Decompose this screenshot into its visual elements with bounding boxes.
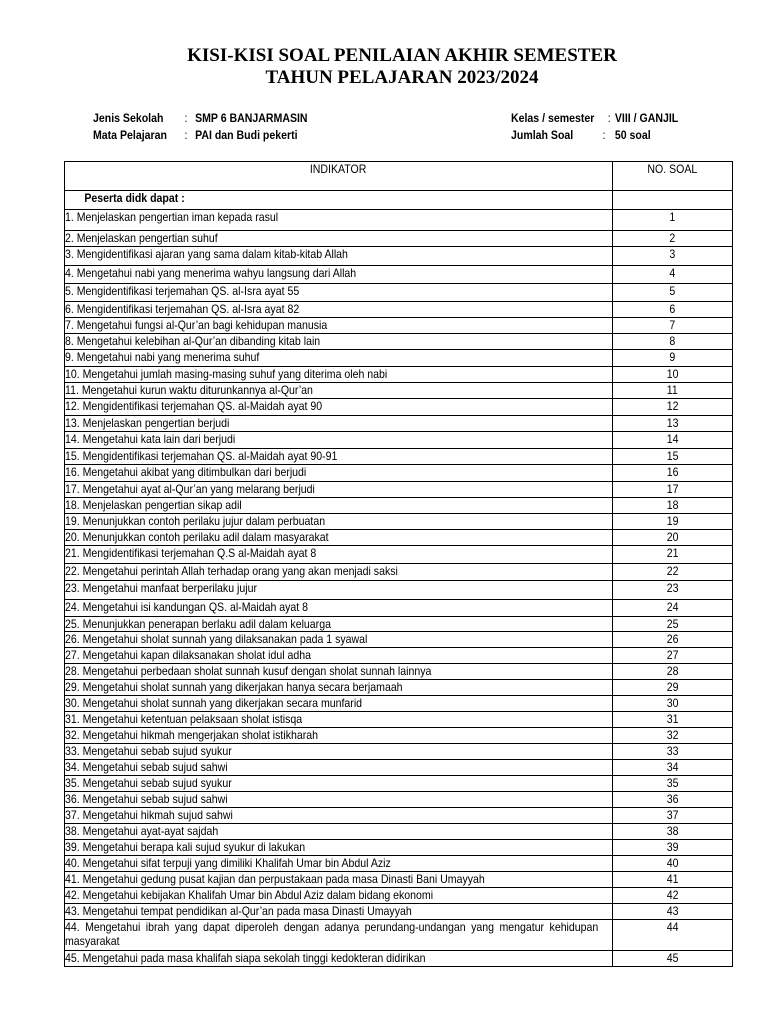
indikator-text: 14. Mengetahui kata lain dari berjudi [65, 432, 236, 446]
no-soal-value: 20 [666, 530, 679, 544]
mata-pelajaran-value: PAI dan Budi pekerti [195, 128, 298, 142]
indikator-cell [65, 648, 613, 664]
indikator-cell [65, 416, 613, 432]
no-soal-cell [613, 210, 733, 231]
table-row [65, 617, 733, 632]
no-soal-value: 36 [666, 792, 679, 806]
table-row [65, 210, 733, 231]
indikator-text: 20. Menunjukkan contoh perilaku adil dalam masyarakat [65, 530, 329, 544]
table-row [65, 482, 733, 498]
no-soal-value: 31 [666, 712, 679, 726]
no-soal-value: 8 [669, 334, 676, 348]
indikator-cell [65, 302, 613, 318]
indikator-text: 33. Mengetahui sebab sujud syukur [65, 744, 232, 758]
no-soal-cell [613, 617, 733, 632]
indikator-text: 44. Mengetahui ibrah yang dapat diperoleh dengan adanya perundang-undangan yang mengatur kehidupan masyarakat [65, 920, 599, 948]
indikator-text: 8. Mengetahui kelebihan al-Qur’an dibanding kitab lain [65, 334, 321, 348]
no-soal-cell [613, 856, 733, 872]
indikator-cell [65, 482, 613, 498]
indikator-cell [65, 840, 613, 856]
jumlah-soal-value: 50 soal [614, 128, 651, 142]
mata-pelajaran-row [93, 128, 298, 142]
no-soal-value: 32 [666, 728, 679, 742]
kisi-kisi-table [64, 161, 733, 967]
table-row [65, 498, 733, 514]
table-row [65, 318, 733, 334]
table-row [65, 546, 733, 564]
table-row [65, 432, 733, 449]
indikator-text: 45. Mengetahui pada masa khalifah siapa sekolah tinggi kedokteran didirikan [65, 951, 426, 965]
indikator-cell [65, 383, 613, 399]
table-row [65, 951, 733, 967]
no-soal-cell [613, 744, 733, 760]
indikator-cell [65, 465, 613, 482]
no-soal-value: 26 [666, 632, 679, 646]
indikator-text: 37. Mengetahui hikmah sujud sahwi [65, 808, 233, 822]
no-soal-value: 40 [666, 856, 679, 870]
table-row [65, 530, 733, 546]
indikator-text: 4. Mengetahui nabi yang menerima wahyu langsung dari Allah [65, 266, 357, 280]
indikator-text: 28. Mengetahui perbedaan sholat sunnah kusuf dengan sholat sunnah lainnya [65, 664, 432, 678]
no-soal-cell [613, 514, 733, 530]
table-row [65, 514, 733, 530]
indikator-cell [65, 951, 613, 967]
table-row [65, 302, 733, 318]
no-soal-cell [613, 760, 733, 776]
no-soal-cell [613, 334, 733, 350]
indikator-cell [65, 284, 613, 302]
indikator-text: 18. Menjelaskan pengertian sikap adil [65, 498, 242, 512]
indikator-text: 26. Mengetahui sholat sunnah yang dilaksanakan pada 1 syawal [65, 632, 368, 646]
indikator-text: 39. Mengetahui berapa kali sujud syukur di lakukan [65, 840, 306, 854]
no-soal-value: 1 [669, 210, 676, 224]
no-soal-value: 24 [666, 600, 679, 614]
no-soal-value: 21 [666, 546, 679, 560]
table-row [65, 632, 733, 648]
table-row [65, 350, 733, 367]
no-soal-cell [613, 648, 733, 664]
no-soal-cell [613, 247, 733, 266]
indikator-text: 24. Mengetahui isi kandungan QS. al-Maidah ayat 8 [65, 600, 309, 614]
no-soal-cell [613, 888, 733, 904]
table-row [65, 399, 733, 416]
no-soal-value: 37 [666, 808, 679, 822]
indikator-text: 15. Mengidentifikasi terjemahan QS. al-Maidah ayat 90-91 [65, 449, 338, 463]
indikator-cell [65, 546, 613, 564]
table-row [65, 284, 733, 302]
no-soal-cell [613, 664, 733, 680]
no-soal-value: 35 [666, 776, 679, 790]
table-row [65, 728, 733, 744]
no-soal-value: 3 [669, 247, 676, 261]
indikator-text: 1. Menjelaskan pengertian iman kepada rasul [65, 210, 279, 224]
table-row [65, 266, 733, 284]
no-soal-cell [613, 872, 733, 888]
indikator-cell [65, 888, 613, 904]
no-soal-value: 43 [666, 904, 679, 918]
indikator-cell [65, 318, 613, 334]
indikator-text: 7. Mengetahui fungsi al-Qur’an bagi kehidupan manusia [65, 318, 328, 332]
no-soal-cell [613, 266, 733, 284]
indikator-text: 17. Mengetahui ayat al-Qur’an yang melarang berjudi [65, 482, 315, 496]
indikator-text: 6. Mengidentifikasi terjemahan QS. al-Isra ayat 82 [65, 302, 300, 316]
no-soal-value: 39 [666, 840, 679, 854]
no-soal-value: 44 [666, 920, 679, 934]
indikator-cell [65, 210, 613, 231]
indikator-text: 42. Mengetahui kebijakan Khalifah Umar bin Abdul Aziz dalam bidang ekonomi [65, 888, 434, 902]
no-soal-cell [613, 564, 733, 581]
table-row [65, 367, 733, 383]
jenis-sekolah-row [93, 111, 308, 125]
indikator-cell [65, 776, 613, 792]
table-row [65, 247, 733, 266]
no-soal-value: 30 [666, 696, 679, 710]
indikator-cell [65, 350, 613, 367]
no-soal-cell [613, 302, 733, 318]
indikator-cell [65, 399, 613, 416]
table-row [65, 904, 733, 920]
no-soal-cell [613, 350, 733, 367]
table-row [65, 564, 733, 581]
indikator-cell [65, 712, 613, 728]
indikator-cell [65, 367, 613, 383]
table-row [65, 648, 733, 664]
table-row [65, 712, 733, 728]
indikator-text: 19. Menunjukkan contoh perilaku jujur dalam perbuatan [65, 514, 326, 528]
no-soal-cell [613, 399, 733, 416]
intro-empty-cell [613, 191, 733, 210]
indikator-cell [65, 760, 613, 776]
table-row [65, 744, 733, 760]
indikator-cell [65, 600, 613, 617]
table-row [65, 465, 733, 482]
indikator-text: 12. Mengidentifikasi terjemahan QS. al-Maidah ayat 90 [65, 399, 323, 413]
colon: : [184, 111, 188, 125]
table-row [65, 449, 733, 465]
no-soal-value: 22 [666, 564, 679, 578]
indikator-cell [65, 920, 613, 951]
indikator-cell [65, 632, 613, 648]
no-soal-cell [613, 728, 733, 744]
jenis-sekolah-value: SMP 6 BANJARMASIN [195, 111, 308, 125]
jumlah-soal-label: Jumlah Soal [511, 128, 574, 142]
no-soal-value: 5 [669, 284, 676, 298]
no-soal-value: 4 [669, 266, 676, 280]
no-soal-value: 16 [666, 465, 679, 479]
no-soal-value: 34 [666, 760, 679, 774]
no-soal-value: 28 [666, 664, 679, 678]
indikator-cell [65, 856, 613, 872]
table-row [65, 231, 733, 247]
no-soal-value: 15 [666, 449, 679, 463]
mata-pelajaran-label: Mata Pelajaran [93, 128, 167, 142]
table-row [65, 888, 733, 904]
table-row [65, 920, 733, 951]
table-header-row [65, 162, 733, 191]
no-soal-cell [613, 951, 733, 967]
table-row [65, 581, 733, 600]
no-soal-value: 6 [669, 302, 676, 316]
indikator-text: 23. Mengetahui manfaat berperilaku jujur [65, 581, 257, 595]
no-soal-cell [613, 318, 733, 334]
no-soal-value: 29 [666, 680, 679, 694]
table-row [65, 840, 733, 856]
no-soal-cell [613, 680, 733, 696]
no-soal-value: 7 [669, 318, 676, 332]
table-row [65, 792, 733, 808]
indikator-cell [65, 808, 613, 824]
indikator-text: 5. Mengidentifikasi terjemahan QS. al-Isra ayat 55 [65, 284, 300, 298]
jumlah-soal-row [511, 128, 651, 142]
document-title: KISI-KISI SOAL PENILAIAN AKHIR SEMESTER [187, 45, 617, 66]
indikator-text: 10. Mengetahui jumlah masing-masing suhuf yang diterima oleh nabi [65, 367, 388, 381]
no-soal-cell [613, 482, 733, 498]
no-soal-cell [613, 367, 733, 383]
table-row [65, 872, 733, 888]
indikator-cell [65, 581, 613, 600]
indikator-text: 16. Mengetahui akibat yang ditimbulkan dari berjudi [65, 465, 307, 479]
table-row [65, 760, 733, 776]
indikator-cell [65, 824, 613, 840]
indikator-text: 35. Mengetahui sebab sujud syukur [65, 776, 232, 790]
indikator-cell [65, 334, 613, 350]
indikator-text: 40. Mengetahui sifat terpuji yang dimiliki Khalifah Umar bin Abdul Aziz [65, 856, 391, 870]
intro-row [65, 191, 733, 210]
no-soal-cell [613, 600, 733, 617]
no-soal-cell [613, 498, 733, 514]
no-soal-value: 27 [666, 648, 679, 662]
indikator-cell [65, 617, 613, 632]
no-soal-value: 14 [666, 432, 679, 446]
no-soal-cell [613, 546, 733, 564]
table-row [65, 680, 733, 696]
indikator-text: 41. Mengetahui gedung pusat kajian dan perpustakaan pada masa Dinasti Bani Umayyah [65, 872, 485, 886]
table-row [65, 696, 733, 712]
indikator-text: 34. Mengetahui sebab sujud sahwi [65, 760, 228, 774]
indikator-cell [65, 530, 613, 546]
no-soal-cell [613, 416, 733, 432]
no-soal-value: 17 [666, 482, 679, 496]
colon: : [184, 128, 188, 142]
no-soal-cell [613, 920, 733, 951]
no-soal-cell [613, 808, 733, 824]
no-soal-value: 13 [666, 416, 679, 430]
no-soal-cell [613, 792, 733, 808]
indikator-cell [65, 696, 613, 712]
indikator-cell [65, 664, 613, 680]
indikator-cell [65, 498, 613, 514]
indikator-cell [65, 231, 613, 247]
no-soal-cell [613, 383, 733, 399]
document-subtitle: TAHUN PELAJARAN 2023/2024 [265, 67, 539, 88]
table-row [65, 600, 733, 617]
indikator-text: 31. Mengetahui ketentuan pelaksaan sholat istisqa [65, 712, 303, 726]
indikator-cell [65, 872, 613, 888]
no-soal-value: 18 [666, 498, 679, 512]
no-soal-value: 38 [666, 824, 679, 838]
indikator-text: 32. Mengetahui hikmah mengerjakan sholat istikharah [65, 728, 319, 742]
indikator-cell [65, 680, 613, 696]
table-row [65, 824, 733, 840]
no-soal-cell [613, 904, 733, 920]
indikator-text: 29. Mengetahui sholat sunnah yang dikerjakan hanya secara berjamaah [65, 680, 403, 694]
no-soal-value: 9 [669, 350, 676, 364]
indikator-cell [65, 514, 613, 530]
indikator-cell [65, 728, 613, 744]
indikator-cell [65, 792, 613, 808]
no-soal-value: 25 [666, 617, 679, 631]
kelas-row [511, 111, 678, 125]
table-row [65, 664, 733, 680]
no-soal-value: 2 [669, 231, 676, 245]
table-row [65, 776, 733, 792]
column-header-no-soal: NO. SOAL [613, 162, 733, 191]
no-soal-cell [613, 465, 733, 482]
no-soal-value: 42 [666, 888, 679, 902]
indikator-cell [65, 432, 613, 449]
no-soal-value: 45 [666, 951, 679, 965]
table-row [65, 808, 733, 824]
no-soal-cell [613, 824, 733, 840]
indikator-cell [65, 247, 613, 266]
kelas-value: VIII / GANJIL [614, 111, 679, 125]
no-soal-cell [613, 696, 733, 712]
indikator-text: 38. Mengetahui ayat-ayat sajdah [65, 824, 219, 838]
kelas-label: Kelas / semester [511, 111, 595, 125]
no-soal-cell [613, 712, 733, 728]
no-soal-value: 19 [666, 514, 679, 528]
no-soal-value: 41 [666, 872, 679, 886]
indikator-text: 2. Menjelaskan pengertian suhuf [65, 231, 218, 245]
indikator-cell [65, 449, 613, 465]
no-soal-cell [613, 231, 733, 247]
no-soal-cell [613, 581, 733, 600]
no-soal-cell [613, 284, 733, 302]
indikator-text: 43. Mengetahui tempat pendidikan al-Qur’an pada masa Dinasti Umayyah [65, 904, 412, 918]
indikator-cell [65, 744, 613, 760]
indikator-text: 21. Mengidentifikasi terjemahan Q.S al-Maidah ayat 8 [65, 546, 317, 560]
column-header-indikator: INDIKATOR [65, 162, 613, 191]
table-row [65, 383, 733, 399]
no-soal-cell [613, 432, 733, 449]
indikator-text: 9. Mengetahui nabi yang menerima suhuf [65, 350, 260, 364]
no-soal-cell [613, 840, 733, 856]
no-soal-cell [613, 530, 733, 546]
indikator-text: 25. Menunjukkan penerapan berlaku adil dalam keluarga [65, 617, 331, 631]
table-row [65, 416, 733, 432]
indikator-cell [65, 266, 613, 284]
no-soal-cell [613, 449, 733, 465]
no-soal-value: 33 [666, 744, 679, 758]
no-soal-value: 23 [666, 581, 679, 595]
indikator-text: 30. Mengetahui sholat sunnah yang dikerjakan secara munfarid [65, 696, 363, 710]
no-soal-cell [613, 632, 733, 648]
indikator-text: 22. Mengetahui perintah Allah terhadap orang yang akan menjadi saksi [65, 564, 398, 578]
no-soal-value: 12 [666, 399, 679, 413]
table-row [65, 334, 733, 350]
indikator-text: 27. Mengetahui kapan dilaksanakan sholat idul adha [65, 648, 312, 662]
indikator-cell [65, 564, 613, 581]
indikator-text: 13. Menjelaskan pengertian berjudi [65, 416, 230, 430]
indikator-text: 36. Mengetahui sebab sujud sahwi [65, 792, 228, 806]
jenis-sekolah-label: Jenis Sekolah [93, 111, 164, 125]
no-soal-value: 11 [667, 383, 678, 397]
colon: : [602, 128, 606, 142]
no-soal-cell [613, 776, 733, 792]
intro-cell: Peserta didk dapat : [65, 191, 613, 210]
no-soal-value: 10 [666, 367, 679, 381]
indikator-cell [65, 904, 613, 920]
table-row [65, 856, 733, 872]
indikator-text: 11. Mengetahui kurun waktu diturunkannya al-Qur’an [65, 383, 313, 397]
colon: : [607, 111, 611, 125]
indikator-text: 3. Mengidentifikasi ajaran yang sama dalam kitab-kitab Allah [65, 247, 348, 261]
